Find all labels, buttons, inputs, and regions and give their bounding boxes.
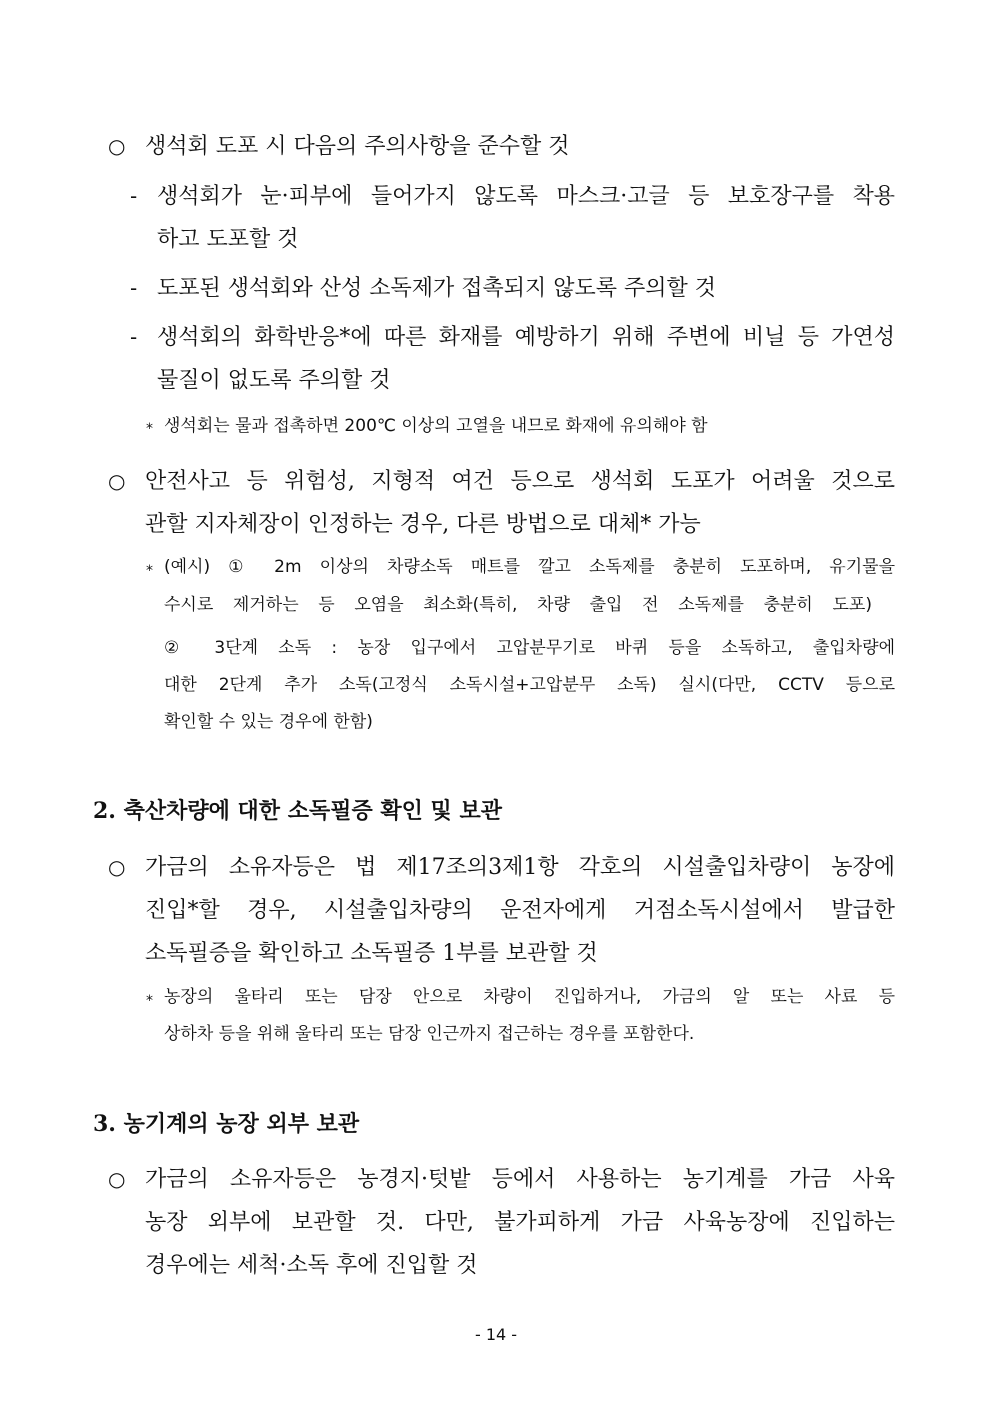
item-text: 가금의 소유자등은 농경지·텃밭 등에서 사용하는 농기계를 가금 사육 xyxy=(145,1167,895,1192)
sub-item-text: 생석회의 화학반응*에 따른 화재를 예방하기 위해 주변에 비닐 등 가연성 xyxy=(157,325,895,350)
circle-bullet: ○ xyxy=(108,469,126,493)
page-number: - 14 - xyxy=(474,1325,518,1344)
sub-item-text: 도포된 생석회와 산성 소독제가 접촉되지 않도록 주의할 것 xyxy=(157,276,717,301)
example-note-text: 확인할 수 있는 경우에 한함) xyxy=(164,712,373,732)
item-text-continued: 경우에는 세척·소독 후에 진입할 것 xyxy=(145,1253,478,1278)
sub-item-text-continued: 하고 도포할 것 xyxy=(157,227,299,252)
item-text-continued: 소독필증을 확인하고 소독필증 1부를 보관할 것 xyxy=(145,941,598,966)
sub-item-text: 생석회가 눈·피부에 들어가지 않도록 마스크·고글 등 보호장구를 착용 xyxy=(157,184,895,209)
asterisk-bullet: * xyxy=(146,421,153,437)
section-heading: 2. 축산차량에 대한 소독필증 확인 및 보관 xyxy=(93,798,502,824)
item-text-continued: 관할 지자체장이 인정하는 경우, 다른 방법으로 대체* 가능 xyxy=(145,512,701,537)
item-text: 안전사고 등 위험성, 지형적 여건 등으로 생석회 도포가 어려울 것으로 xyxy=(145,469,895,494)
dash-bullet: - xyxy=(130,276,138,300)
item-text-continued: 농장 외부에 보관할 것. 다만, 불가피하게 가금 사육농장에 진입하는 xyxy=(145,1210,895,1235)
item-text: 가금의 소유자등은 법 제17조의3제1항 각호의 시설출입차량이 농장에 xyxy=(145,855,895,880)
circle-bullet: ○ xyxy=(108,134,126,158)
footnote-text: 상하차 등을 위해 울타리 또는 담장 인근까지 접근하는 경우를 포함한다. xyxy=(164,1024,695,1044)
dash-bullet: - xyxy=(130,325,138,349)
asterisk-bullet: * xyxy=(146,993,153,1009)
item-text: 생석회 도포 시 다음의 주의사항을 준수할 것 xyxy=(145,134,570,159)
dash-bullet: - xyxy=(130,184,138,208)
footnote-text: 생석회는 물과 접촉하면 200℃ 이상의 고열을 내므로 화재에 유의해야 함 xyxy=(164,416,708,436)
example-note-text: ② 3단계 소독 : 농장 입구에서 고압분무기로 바퀴 등을 소독하고, 출입차량에 xyxy=(164,638,895,658)
example-note-text: 대한 2단계 추가 소독(고정식 소독시설+고압분무 소독) 실시(다만, CCTV 등으로 xyxy=(164,675,895,695)
circle-bullet: ○ xyxy=(108,1167,126,1191)
section-heading: 3. 농기계의 농장 외부 보관 xyxy=(93,1111,360,1137)
footnote-text: 농장의 울타리 또는 담장 안으로 차량이 진입하거나, 가금의 알 또는 사료 등 xyxy=(164,987,895,1007)
circle-bullet: ○ xyxy=(108,855,126,879)
sub-item-text-continued: 물질이 없도록 주의할 것 xyxy=(157,368,391,393)
asterisk-bullet: * xyxy=(146,563,153,579)
example-note-text: 수시로 제거하는 등 오염을 최소화(특히, 차량 출입 전 소독제를 충분히 도포) xyxy=(164,595,872,615)
example-note-text: (예시) ① 2m 이상의 차량소독 매트를 깔고 소독제를 충분히 도포하며, 유기물을 xyxy=(164,557,895,577)
item-text-continued: 진입*할 경우, 시설출입차량의 운전자에게 거점소독시설에서 발급한 xyxy=(145,898,895,923)
